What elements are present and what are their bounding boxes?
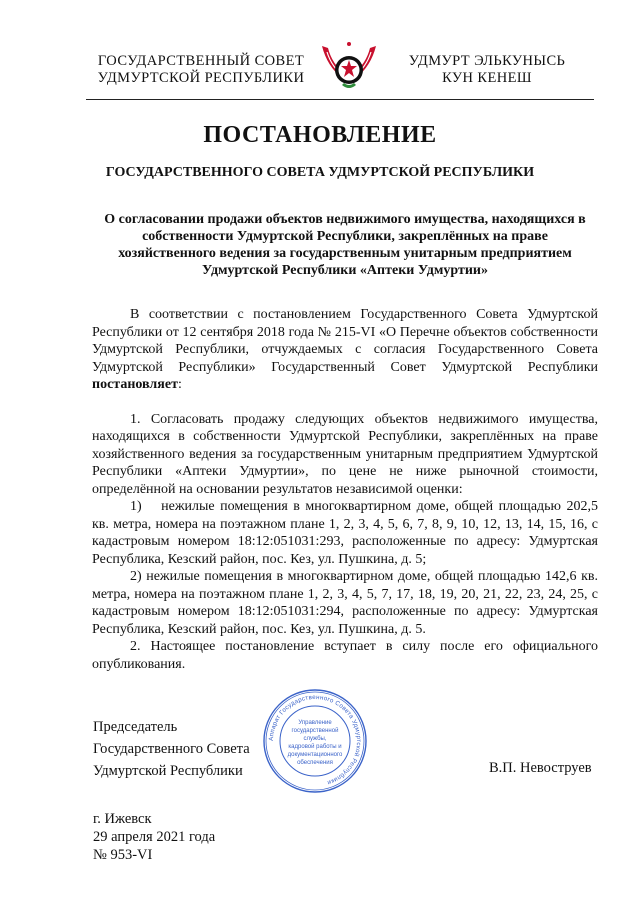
item-2-paragraph: 2. Настоящее постановление вступает в силу после его официального опубликования. — [92, 639, 598, 672]
stamp-line6: обеспечения — [297, 760, 333, 766]
council-name-udmurt — [392, 53, 582, 87]
stamp-line3: службы, — [303, 736, 327, 742]
stamp-line5: документационного — [287, 752, 343, 758]
preamble-text: В соответствии с постановлением Государственного Совета Удмуртской Республики от 12 сентября 2018 года № 215-VI «О Перечне объектов собственности Удмуртской Республики, отчуждаемых с согласия Государственного Совета Удмуртской Республики» Государственный Совет Удмуртской Республики — [92, 307, 598, 375]
footer-date: 29 апреля 2021 года — [93, 829, 216, 845]
official-stamp — [262, 688, 368, 794]
signatory-title-line3: Удмуртской Республики — [93, 763, 243, 779]
signatory-title — [93, 716, 250, 782]
footer-city: г. Ижевск — [93, 811, 152, 827]
stamp-ring-text: Аппарат Государственного Совета Удмуртской Республики — [267, 693, 363, 787]
udmurtia-emblem-icon — [318, 40, 380, 96]
council-name-udmurt-line2: КУН КЕНЕШ — [442, 70, 532, 86]
stamp-line4: кадровой работы и — [288, 744, 342, 750]
document-footer — [93, 810, 215, 864]
preamble-paragraph — [92, 306, 598, 394]
council-name-line2: УДМУРТСКОЙ РЕСПУБЛИКИ — [97, 70, 305, 86]
signatory-title-line2: Государственного Совета — [93, 741, 250, 757]
subitem-1-paragraph: 1) нежилые помещения в многоквартирном доме, общей площадью 202,5 кв. метра, номера на поэтажном плане 1, 2, 3, 4, 5, 6, 7, 8, 9, 10, 12, 13, 14, 15, 16, с кадастровым номером 18:12:051031:293, расположенные по адресу: Удмуртская Республика, Кезский район, пос. Кез, ул. Пушкина, д. 5; — [92, 499, 598, 567]
stamp-line1: Управление — [298, 720, 332, 726]
signatory-name: В.П. Невоструев — [489, 760, 592, 776]
document-title: ПОСТАНОВЛЕНИЕ — [203, 122, 437, 148]
item-1-paragraph: 1. Согласовать продажу следующих объектов недвижимого имущества, находящихся в собственности Удмуртской Республики, закреплённых на праве хозяйственного ведения за государственным унитарным предприятием Удмуртской Республики «Аптеки Удмуртии», по цене не ниже рыночной стоимости, определённой на основании результатов независимой оценки: — [92, 411, 598, 497]
preamble-bold-word: постановляет — [92, 377, 178, 392]
document-heading: О согласовании продажи объектов недвижимого имущества, находящихся в собственности Удмуртской Республики, закреплённых на праве хозяйственного ведения за государственным унитарным предприятием Удмуртской Республики «Аптеки Удмуртии» — [104, 212, 586, 278]
document-subtitle: ГОСУДАРСТВЕННОГО СОВЕТА УДМУРТСКОЙ РЕСПУБЛИКИ — [105, 165, 535, 180]
council-name-udmurt-line1: УДМУРТ ЭЛЬКУНЫСЬ — [408, 53, 566, 69]
subitem-2-paragraph: 2) нежилые помещения в многоквартирном доме, общей площадью 142,6 кв. метра, номера на поэтажном плане 1, 2, 3, 4, 5, 7, 17, 18, 19, 20, 21, 22, 23, 24, 25, с кадастровым номером 18:12:051031:294, расположенные по адресу: Удмуртская Республика, Кезский район, пос. Кез, ул. Пушкина, д. 5. — [92, 569, 598, 637]
header-divider — [86, 99, 594, 100]
stamp-line2: государственной — [291, 728, 339, 734]
council-name-line1: ГОСУДАРСТВЕННЫЙ СОВЕТ — [97, 53, 305, 69]
document-body — [92, 306, 598, 673]
signatory-title-line1: Председатель — [93, 719, 178, 735]
council-name-russian — [86, 53, 316, 87]
footer-number: № 953-VI — [93, 847, 153, 863]
preamble-end: : — [177, 377, 182, 392]
